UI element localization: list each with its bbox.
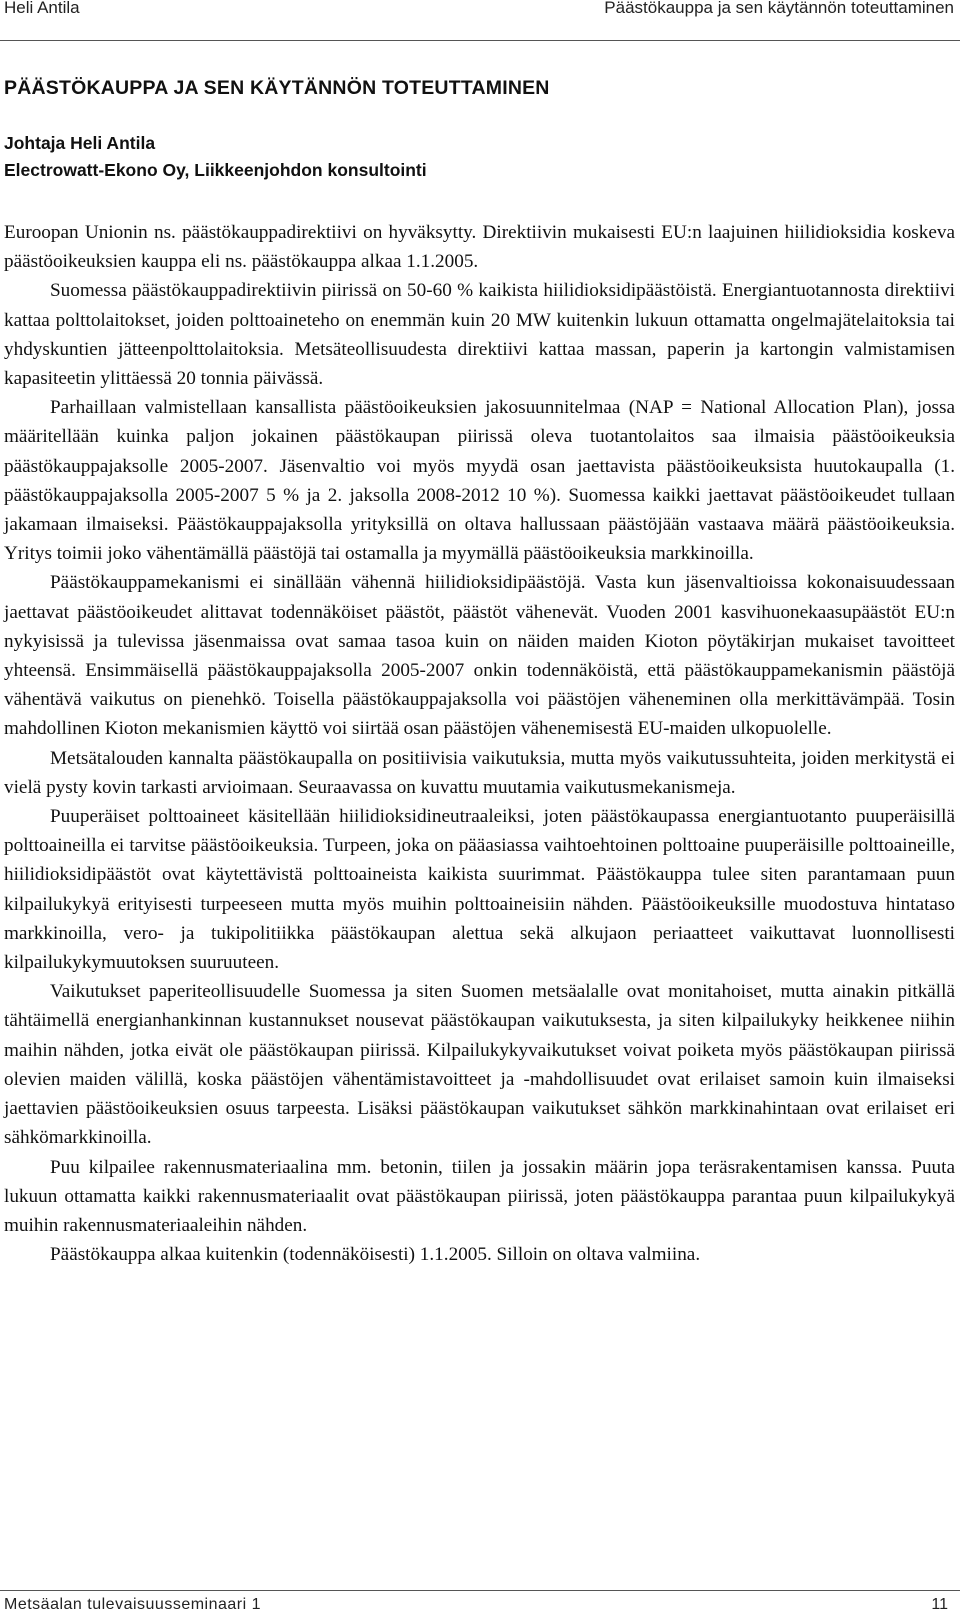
running-head — [0, 0, 960, 40]
affiliation-line: Electrowatt-Ekono Oy, Liikkeenjohdon konsultointi — [4, 160, 427, 180]
paragraph-8: Puu kilpailee rakennusmateriaalina mm. betonin, tiilen ja jossakin määrin jopa teräsrakentamisen kanssa. Puuta lukuun ottamatta kaikki rakennusmateriaalit ovat päästökaupan piirissä, joten päästökauppa parantaa puun kilpailukykyä muihin rakennusmateriaaleihin nähden. — [4, 1156, 955, 1236]
paragraph-5: Metsätalouden kannalta päästökaupalla on positiivisia vaikutuksia, mutta myös vaikutussuhteita, joiden merkitystä ei vielä pysty kovin tarkasti arvioimaan. Seuraavassa on kuvattu muutamia vaikutusmekanismeja. — [4, 747, 955, 798]
paragraph-3: Parhaillaan valmistellaan kansallista päästöoikeuksien jakosuunnitelmaa (NAP = National Allocation Plan), jossa määritellään kuinka paljon jokainen päästökaupan piirissä oleva tuotantolaitos saa ilmaisia päästöoikeuksia päästökauppajaksolle 2005-2007. Jäsenvaltio voi myös myydä osan jaettavista päästöoikeuksista huutokaupalla (1. päästökauppajaksolla 2005-2007 5 % ja 2. jaksolla 2008-2012 10 %). Suomessa kaikki jaettavat päästöoikeudet tullaan jakamaan ilmaiseksi. Päästökauppajaksolla yrityksillä on oltava hallussaan päästöjään vastaava määrä päästöoikeuksia. Yritys toimii joko vähentämällä päästöjä tai ostamalla ja myymällä päästöoikeuksia markkinoilla. — [4, 397, 955, 565]
header-divider — [0, 40, 960, 41]
paragraph-2: Suomessa päästökauppadirektiivin piirissä on 50-60 % kaikista hiilidioksidipäästöistä. Energiantuotannosta direktiivi kattaa polttolaitokset, joiden polttoaineteho on enemmän kuin 20 MW kuitenkin lukuun ottamatta ongelmajätelaitoksia tai yhdyskuntien jätteenpolttolaitoksia. Metsäteollisuudesta direktiivi kattaa massan, paperin ja kartongin valmistamisen kapasiteetin ylittäessä 20 tonnia päivässä. — [4, 280, 955, 390]
author-line: Johtaja Heli Antila — [4, 133, 156, 153]
page-number: 11 — [931, 1596, 948, 1613]
running-head-title: Päästökauppa ja sen käytännön toteuttaminen — [604, 0, 954, 17]
paragraph-9: Päästökauppa alkaa kuitenkin (todennäköisesti) 1.1.2005. Silloin on oltava valmiina. — [50, 1244, 701, 1266]
paragraph-7: Vaikutukset paperiteollisuudelle Suomessa ja siten Suomen metsäalalle ovat monitahoiset, mutta ainakin pitkällä tähtäimellä energianhankinnan kustannukset nousevat päästökaupan vaikutuksesta, ja siten kilpailukyky heikkenee niihin maihin nähden, jotka eivät ole päästökaupan piirissä. Kilpailukykyvaikutukset voivat poiketa myös päästökaupan piirissä olevien maiden välillä, koska päästöjen vähentämistavoitteet ja -mahdollisuudet ovat erilaiset samoin kuin ilmaiseksi jaettavien päästöoikeuksien osuus tarpeesta. Lisäksi päästökaupan vaikutukset sähkön markkinahintaan ovat erilaiset eri sähkömarkkinoilla. — [4, 981, 955, 1149]
article-title: PÄÄSTÖKAUPPA JA SEN KÄYTÄNNÖN TOTEUTTAMINEN — [4, 77, 550, 99]
running-head-author: Heli Antila — [4, 0, 80, 17]
paragraph-1: Euroopan Unionin ns. päästökauppadirektiivi on hyväksytty. Direktiivin mukaisesti EU:n laajuinen hiilidioksidia koskeva päästöoikeuksien kauppa eli ns. päästökauppa alkaa 1.1.2005. — [4, 222, 955, 273]
article-body — [4, 218, 955, 1269]
footer-divider — [0, 1590, 960, 1591]
page-footer — [0, 1594, 960, 1622]
paragraph-4: Päästökauppamekanismi ei sinällään vähennä hiilidioksidipäästöjä. Vasta kun jäsenvaltioissa kokonaisuudessaan jaettavat päästöoikeudet alittavat todennäköiset päästöt, päästöt vähenevät. Vuoden 2001 kasvihuonekaasupäästöt EU:n nykyisissä ja tulevissa jäsenmaissa ovat samaa tasoa kuin on näiden maiden Kioton pöytäkirjan mukaiset tavoitteet yhteensä. Ensimmäisellä päästökauppajaksolla 2005-2007 onkin todennäköistä, että päästökauppamekanismin päästöjä vähentävä vaikutus on pienehkö. Toisella päästökauppajaksolla voi päästöjen väheneminen olla merkittävämpää. Tosin mahdollinen Kioton mekanismien käyttö voi siirtää osan päästöjen vähenemisestä EU-maiden ulkopuolelle. — [4, 572, 955, 740]
article-heading — [4, 76, 954, 184]
footer-seminar-title: Metsäalan tulevaisuusseminaari 1 — [4, 1596, 262, 1613]
paragraph-6: Puuperäiset polttoaineet käsitellään hiilidioksidineutraaleiksi, joten päästökaupassa energiantuotanto puuperäisillä polttoaineilla ei tarvitse päästöoikeuksia. Turpeen, joka on pääasiassa vaihtoehtoinen polttoaine puuperäisille polttoaineille, hiilidioksidipäästöt ovat käytettävistä polttoaineista kaikista suurimmat. Päästökauppa tulee siten parantamaan puun kilpailukykyä erityisesti turpeeseen mutta myös muihin polttoaineisiin nähden. Päästöoikeuksille muodostuva hintataso markkinoilla, vero- ja tukipolitiikka päästökaupan alettua sekä alkujaon periaatteet vaikuttavat luonnollisesti kilpailukykymuutoksen suuruuteen. — [4, 806, 955, 974]
